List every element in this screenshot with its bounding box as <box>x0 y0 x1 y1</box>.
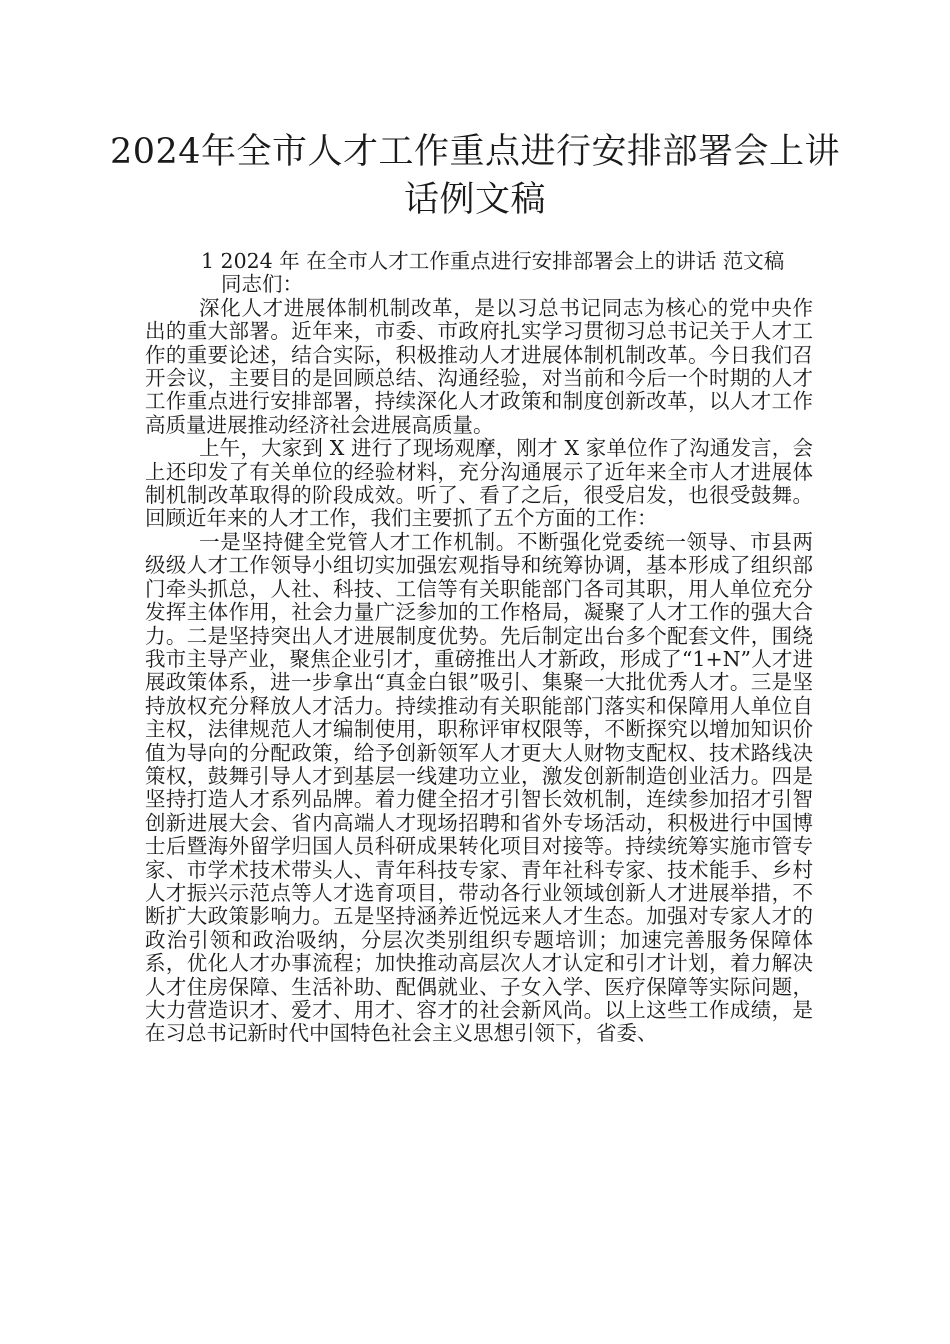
document-title: 2024年全市人才工作重点进行安排部署会上讲话例文稿 <box>109 132 841 220</box>
body-paragraph: 深化人才进展体制机制改革，是以习总书记同志为核心的党中央作出的重大部署。近年来，市委、市政府扎实学习贯彻习总书记关于人才工作的重要论述，结合实际，积极推动人才进展体制机制改革。今日我们召开会议，主要目的是回顾总结、沟通经验，对当前和今后一个时期的人才工作重点进行安排部署，持续深化人才政策和制度创新改革，以人才工作高质量进展推动经济社会进展高质量。 <box>145 295 813 437</box>
body-paragraph: 上午，大家到 X 进行了现场观摩，刚才 X 家单位作了沟通发言，会上还印发了有关单位的经验材料，充分沟通展示了近年来全市人才进展体制机制改革取得的阶段成效。听了、看了之后，很受启发，也很受鼓舞。回顾近年来的人才工作，我们主要抓了五个方面的工作： <box>145 436 813 531</box>
greeting: 同志们： <box>221 272 303 297</box>
body-paragraph: 一是坚持健全党管人才工作机制。不断强化党委统一领导、市县两级级人才工作领导小组切实加强宏观指导和统筹协调，基本形成了组织部门牵头抓总，人社、科技、工信等有关职能部门各司其职，用人单位充分发挥主体作用，社会力量广泛参加的工作格局，凝聚了人才工作的强大合力。二是坚持突出人才进展制度优势。先后制定出台多个配套文件，围绕我市主导产业，聚焦企业引才，重磅推出人才新政，形成了“1+N”人才进展政策体系，进一步拿出“真金白银”吸引、集聚一大批优秀人才。三是坚持放权充分释放人才活力。持续推动有关职能部门落实和保障用人单位自主权，法律规范人才编制使用，职称评审权限等，不断探究以增加知识价值为导向的分配政策，给予创新领军人才更大人财物支配权、技术路线决策权，鼓舞引导人才到基层一线建功立业，激发创新制造创业活力。四是坚持打造人才系列品牌。着力健全招才引智长效机制，连续参加招才引智创新进展大会、省内高端人才现场招聘和省外专场活动，积极进行中国博士后暨海外留学归国人员科研成果转化项目对接等。持续统筹实施市管专家、市学术技术带头人、青年科技专家、青年社科专家、技术能手、乡村人才振兴示范点等人才选育项目，带动各行业领域创新人才进展举措，不断扩大政策影响力。五是坚持涵养近悦远来人才生态。加强对专家人才的政治引领和政治吸纳，分层次类别组织专题培训；加速完善服务保障体系，优化人才办事流程；加快推动高层次人才认定和引才计划，着力解决人才住房保障、生活补助、配偶就业、子女入学、医疗保障等实际问题，大力营造识才、爱才、用才、容才的社会新风尚。以上这些工作成绩，是在习总书记新时代中国特色社会主义思想引领下，省委、 <box>145 529 813 1046</box>
subtitle-line: 1 2024 年 在全市人才工作重点进行安排部署会上的讲话 范文稿 <box>201 249 785 273</box>
document-body <box>145 250 813 1046</box>
